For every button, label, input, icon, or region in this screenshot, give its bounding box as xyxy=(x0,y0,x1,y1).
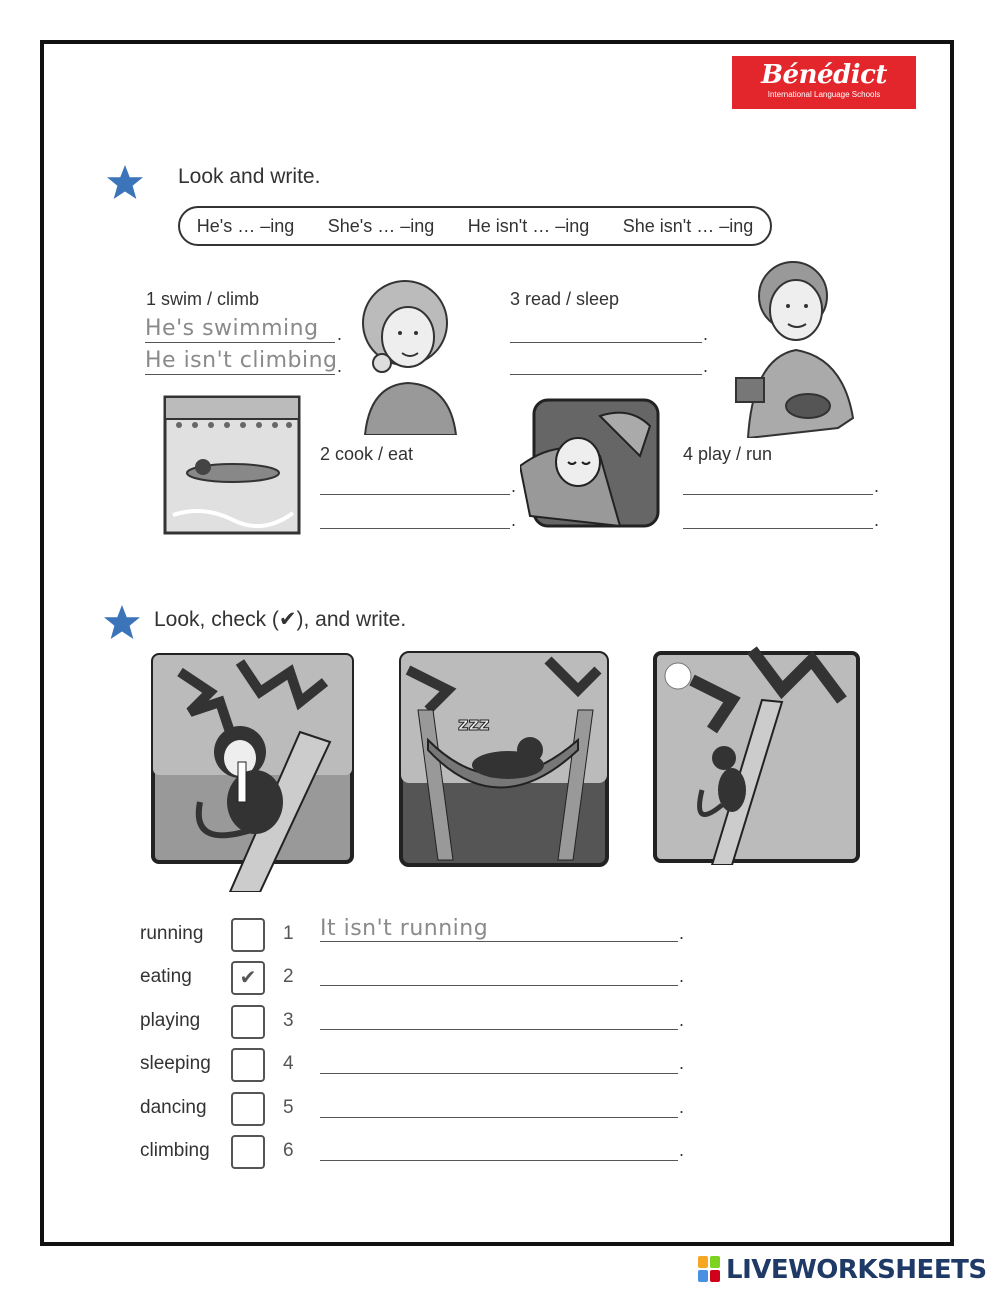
footer-text: LIVEWORKSHEETS xyxy=(726,1255,987,1285)
phrase-box xyxy=(178,206,772,246)
item1-label: 1 swim / climb xyxy=(146,289,260,309)
checkbox-running[interactable] xyxy=(231,918,265,952)
liveworksheets-footer xyxy=(698,1252,994,1288)
monkey-climbing-image xyxy=(652,640,862,865)
checkbox-sleeping[interactable] xyxy=(231,1048,265,1082)
item1-answer1[interactable]: He's swimming xyxy=(145,316,319,341)
item2-label: 2 cook / eat xyxy=(320,444,414,464)
phrase-1: He's … –ing xyxy=(196,215,295,236)
phrase-2: She's … –ing xyxy=(327,215,435,236)
item3-label: 3 read / sleep xyxy=(510,289,620,309)
star-icon xyxy=(103,604,141,640)
star-icon xyxy=(106,164,144,200)
row-number: 4 xyxy=(283,1053,294,1074)
item1-answer2[interactable]: He isn't climbing xyxy=(145,348,338,373)
boy-swimming-image xyxy=(163,395,301,535)
answer-line xyxy=(320,1029,678,1030)
logo-brand: Bénédict xyxy=(761,60,887,90)
checkbox-eating[interactable]: ✔ xyxy=(231,961,265,995)
checkbox-dancing[interactable] xyxy=(231,1092,265,1126)
section1-instruction: Look and write. xyxy=(178,165,321,188)
item4-label: 4 play / run xyxy=(683,444,773,464)
row-number: 2 xyxy=(283,966,294,987)
word-playing: playing xyxy=(140,1010,201,1031)
monkey-sleeping-image xyxy=(398,650,610,870)
row-number: 6 xyxy=(283,1140,294,1161)
word-dancing: dancing xyxy=(140,1097,207,1118)
answer-1[interactable]: It isn't running xyxy=(320,916,489,941)
checkbox-climbing[interactable] xyxy=(231,1135,265,1169)
phrase-3: He isn't … –ing xyxy=(467,215,590,236)
row-number: 3 xyxy=(283,1010,294,1031)
answer-line xyxy=(320,1160,678,1161)
section2-instruction: Look, check (✔), and write. xyxy=(154,608,407,631)
boy-playing-image xyxy=(718,258,868,438)
answer-line xyxy=(320,941,678,942)
word-climbing: climbing xyxy=(140,1140,210,1161)
word-sleeping: sleeping xyxy=(140,1053,211,1074)
answer-line xyxy=(683,494,873,495)
benedict-logo xyxy=(732,56,916,109)
answer-line xyxy=(683,528,873,529)
answer-line xyxy=(145,374,335,375)
answer-line xyxy=(320,985,678,986)
girl-sleeping-image xyxy=(520,396,662,530)
checkbox-playing[interactable] xyxy=(231,1005,265,1039)
answer-line xyxy=(145,342,335,343)
answer-line xyxy=(320,1117,678,1118)
word-eating: eating xyxy=(140,966,192,987)
answer-line xyxy=(510,374,702,375)
logo-subtitle: International Language Schools xyxy=(767,90,881,99)
monkey-eating-image xyxy=(150,652,355,892)
svg-text:zzz: zzz xyxy=(458,714,490,735)
word-running: running xyxy=(140,923,204,944)
phrase-4: She isn't … –ing xyxy=(622,215,754,236)
answer-line xyxy=(320,1073,678,1074)
girl-eating-image xyxy=(350,275,470,435)
answer-line xyxy=(320,528,510,529)
answer-line xyxy=(510,342,702,343)
answer-line xyxy=(320,494,510,495)
liveworksheets-logo-icon xyxy=(698,1256,722,1284)
row-number: 5 xyxy=(283,1097,294,1118)
row-number: 1 xyxy=(283,923,294,944)
